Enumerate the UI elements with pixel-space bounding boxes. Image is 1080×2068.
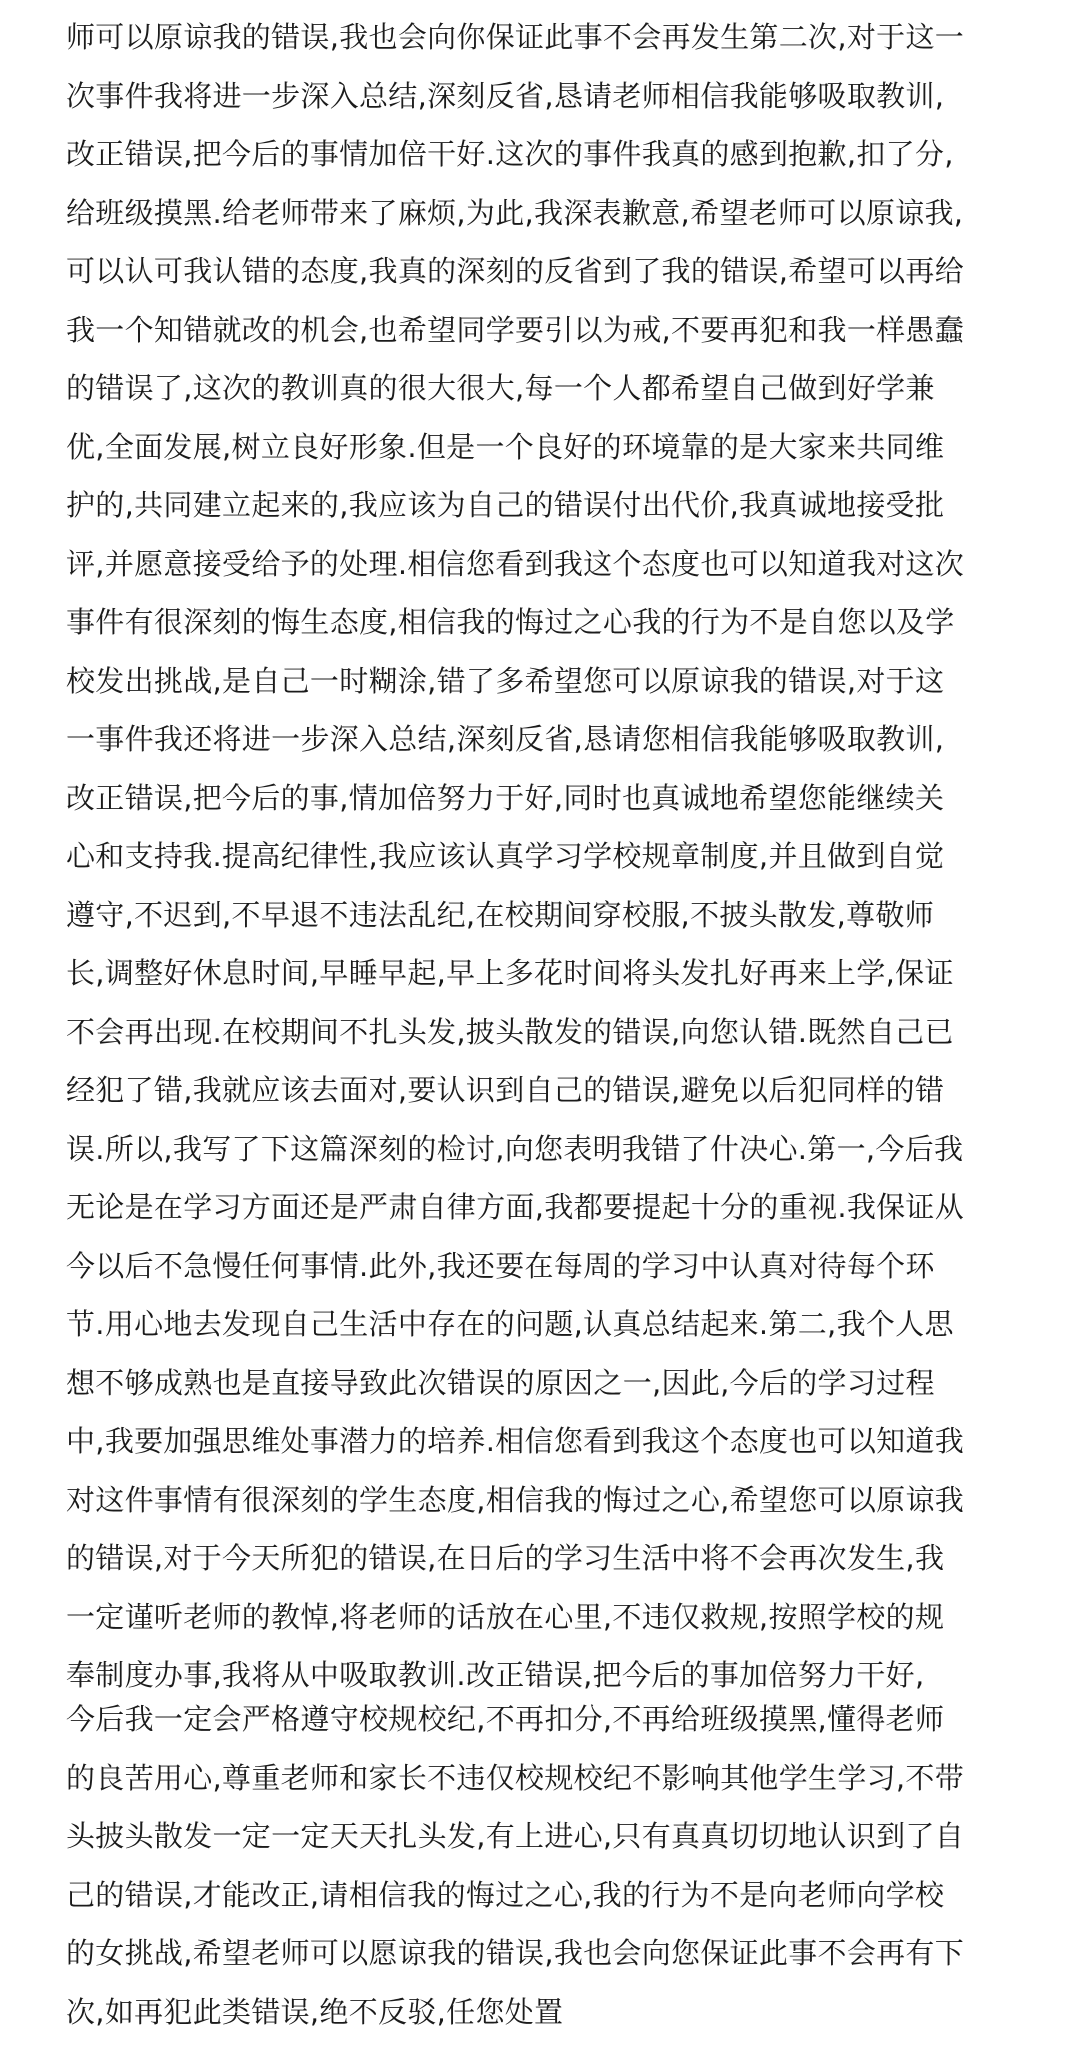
text-line: 的错误,对于今天所犯的错误,在日后的学习生活中将不会再次发生,我 [66,1541,945,1575]
text-line: 的女挑战,希望老师可以愿谅我的错误,我也会向您保证此事不会再有下 [66,1936,965,1970]
text-line: 己的错误,才能改正,请相信我的悔过之心,我的行为不是向老师向学校 [66,1877,945,1912]
text-line: 优,全面发展,树立良好形象.但是一个良好的环境靠的是大家来共同维 [66,429,945,464]
text-line: 中,我要加强思维处事潜力的培养.相信您看到我这个态度也可以知道我 [66,1424,965,1458]
paragraph-2 [66,1690,1026,2041]
text-line: 节.用心地去发现自己生活中存在的问题,认真总结起来.第二,我个人思 [66,1307,954,1341]
text-line: 无论是在学习方面还是严肃自律方面,我都要提起十分的重视.我保证从 [66,1190,965,1224]
text-line: 评,并愿意接受给予的处理.相信您看到我这个态度也可以知道我对这次 [66,546,965,581]
text-line: 可以认可我认错的态度,我真的深刻的反省到了我的错误,希望可以再给 [66,254,965,288]
text-line: 一事件我还将进一步深入总结,深刻反省,恳请您相信我能够吸取教训, [66,722,945,756]
text-line: 我一个知错就改的机会,也希望同学要引以为戒,不要再犯和我一样愚蠢 [66,312,965,347]
text-line: 心和支持我.提高纪律性,我应该认真学习学校规章制度,并且做到自觉 [66,839,945,873]
text-line: 今后我一定会严格遵守校规校纪,不再扣分,不再给班级摸黑,懂得老师 [66,1702,945,1736]
text-line: 头披头散发一定一定天天扎头发,有上进心,只有真真切切地认识到了自 [66,1819,965,1853]
text-line: 经犯了错,我就应该去面对,要认识到自己的错误,避免以后犯同样的错 [66,1073,945,1107]
text-line: 校发出挑战,是自己一时糊涂,错了多希望您可以原谅我的错误,对于这 [66,663,945,698]
text-line: 遵守,不迟到,不早退不违法乱纪,在校期间穿校服,不披头散发,尊敬师 [66,897,934,932]
text-line: 护的,共同建立起来的,我应该为自己的错误付出代价,我真诚地接受批 [66,488,945,522]
text-line: 给班级摸黑.给老师带来了麻烦,为此,我深表歉意,希望老师可以原谅我, [66,195,964,230]
text-line: 长,调整好休息时间,早睡早起,早上多花时间将头发扎好再来上学,保证 [66,956,954,990]
text-line: 想不够成熟也是直接导致此次错误的原因之一,因此,今后的学习过程 [66,1365,935,1400]
paragraph-1 [66,8,1026,1705]
text-line: 次,如再犯此类错误,绝不反驳,任您处置 [66,1994,564,2029]
text-line: 的良苦用心,尊重老师和家长不违仅校规校纪不影响其他学生学习,不带 [66,1760,965,1795]
text-line: 今以后不急慢任何事情.此外,我还要在每周的学习中认真对待每个环 [66,1248,935,1283]
text-line: 的错误了,这次的教训真的很大很大,每一个人都希望自己做到好学兼 [66,371,935,405]
text-line: 次事件我将进一步深入总结,深刻反省,恳请老师相信我能够吸取教训, [66,78,945,113]
text-line: 师可以原谅我的错误,我也会向你保证此事不会再发生第二次,对于这一 [66,20,965,54]
text-line: 改正错误,把今后的事情加倍干好.这次的事件我真的感到抱歉,扣了分, [66,137,954,171]
text-line: 一定谨听老师的教悼,将老师的话放在心里,不违仅救规,按照学校的规 [66,1599,945,1634]
text-line: 对这件事情有很深刻的学生态度,相信我的悔过之心,希望您可以原谅我 [66,1482,965,1517]
text-line: 误.所以,我写了下这篇深刻的检讨,向您表明我错了什决心.第一,今后我 [66,1131,964,1166]
text-line: 改正错误,把今后的事,情加倍努力于好,同时也真诚地希望您能继续关 [66,780,945,815]
text-line: 奉制度办事,我将从中吸取教训.改正错误,把今后的事加倍努力干好, [66,1658,925,1692]
text-line: 事件有很深刻的悔生态度,相信我的悔过之心我的行为不是自您以及学 [66,605,955,639]
text-line: 不会再出现.在校期间不扎头发,披头散发的错误,向您认错.既然自己已 [66,1014,954,1049]
